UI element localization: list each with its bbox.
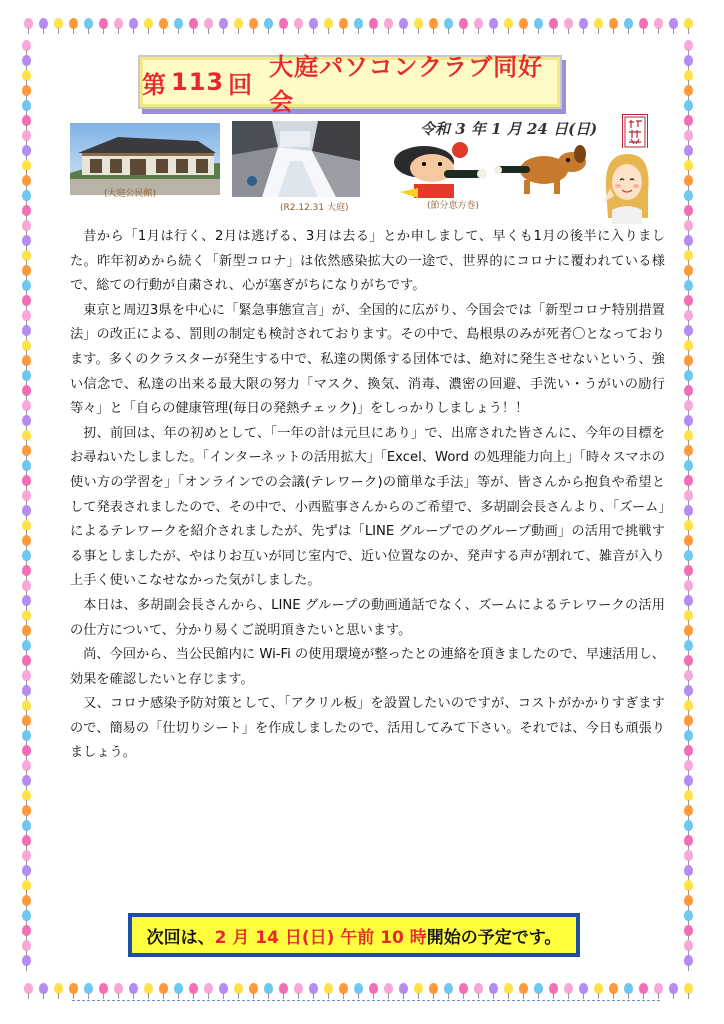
balloon-icon xyxy=(279,983,288,994)
balloon-border-top xyxy=(24,18,700,38)
balloon-icon xyxy=(204,18,213,29)
balloon-icon xyxy=(22,820,31,831)
next-datetime: 2 月 14 日(日) 午前 10 時 xyxy=(214,927,427,948)
balloon-icon xyxy=(684,340,693,351)
balloon-border-left xyxy=(22,40,42,980)
balloon-icon xyxy=(22,625,31,636)
balloon-icon xyxy=(22,730,31,741)
balloon-icon xyxy=(22,295,31,306)
balloon-icon xyxy=(684,505,693,516)
balloon-icon xyxy=(684,670,693,681)
balloon-icon xyxy=(684,595,693,606)
balloon-icon xyxy=(684,415,693,426)
balloon-icon xyxy=(22,370,31,381)
balloon-icon xyxy=(22,790,31,801)
balloon-icon xyxy=(624,983,633,994)
balloon-icon xyxy=(684,70,693,81)
balloon-icon xyxy=(22,655,31,666)
balloon-icon xyxy=(99,18,108,29)
balloon-icon xyxy=(684,325,693,336)
balloon-icon xyxy=(22,955,31,966)
balloon-icon xyxy=(624,18,633,29)
balloon-icon xyxy=(684,85,693,96)
balloon-icon xyxy=(339,18,348,29)
balloon-icon xyxy=(144,983,153,994)
balloon-icon xyxy=(429,983,438,994)
balloon-icon xyxy=(564,18,573,29)
balloon-icon xyxy=(414,18,423,29)
balloon-icon xyxy=(22,145,31,156)
balloon-border-right xyxy=(684,40,704,980)
balloon-icon xyxy=(684,925,693,936)
balloon-icon xyxy=(22,610,31,621)
balloon-icon xyxy=(684,730,693,741)
balloon-icon xyxy=(174,18,183,29)
balloon-icon xyxy=(114,983,123,994)
balloon-icon xyxy=(384,983,393,994)
balloon-icon xyxy=(22,895,31,906)
balloon-icon xyxy=(22,685,31,696)
balloon-icon xyxy=(22,130,31,141)
balloon-icon xyxy=(22,865,31,876)
balloon-icon xyxy=(22,340,31,351)
balloon-icon xyxy=(22,640,31,651)
balloon-icon xyxy=(684,700,693,711)
balloon-icon xyxy=(22,325,31,336)
balloon-icon xyxy=(684,355,693,366)
balloon-icon xyxy=(54,18,63,29)
balloon-icon xyxy=(22,100,31,111)
balloon-icon xyxy=(609,18,618,29)
balloon-icon xyxy=(354,983,363,994)
balloon-icon xyxy=(22,265,31,276)
balloon-icon xyxy=(22,775,31,786)
next-meeting-notice xyxy=(128,913,580,957)
balloon-icon xyxy=(684,790,693,801)
balloon-icon xyxy=(22,55,31,66)
title-prefix: 第 xyxy=(142,70,167,99)
balloon-icon xyxy=(22,235,31,246)
balloon-icon xyxy=(399,18,408,29)
balloon-icon xyxy=(354,18,363,29)
balloon-icon xyxy=(219,18,228,29)
balloon-icon xyxy=(684,490,693,501)
balloon-icon xyxy=(22,490,31,501)
ehomaki-cartoon xyxy=(384,140,594,202)
balloon-icon xyxy=(22,460,31,471)
balloon-icon xyxy=(22,115,31,126)
balloon-icon xyxy=(684,280,693,291)
balloon-icon xyxy=(639,18,648,29)
balloon-icon xyxy=(549,983,558,994)
balloon-icon xyxy=(459,983,468,994)
balloon-icon xyxy=(609,983,618,994)
paragraph: 本日は、多胡副会長さんから、LINE グループの動画通話でなく、ズームによるテレワークの活用の仕方について、分かり易くご説明頂きたいと思います。 xyxy=(70,597,665,638)
balloon-icon xyxy=(474,18,483,29)
balloon-icon xyxy=(22,385,31,396)
balloon-icon xyxy=(369,983,378,994)
community-hall-photo xyxy=(70,123,220,195)
balloon-icon xyxy=(234,983,243,994)
balloon-icon xyxy=(459,18,468,29)
balloon-icon xyxy=(22,745,31,756)
balloon-icon xyxy=(22,520,31,531)
balloon-icon xyxy=(429,18,438,29)
balloon-icon xyxy=(684,760,693,771)
balloon-icon xyxy=(684,55,693,66)
balloon-icon xyxy=(84,983,93,994)
paragraph: 東京と周辺3県を中心に「緊急事態宣言」が、全国的に広がり、今国会では「新型コロナ特別措置法」の改正による、罰則の制定も検討されております。その中で、島根県のみが死者〇となっております。多くのクラスターが発生する中で、私達の関係する団体では、絶対に発生させないという、強い信念で、私達の出来る最大限の努力「マスク、換気、消毒、濃密の回避、手洗い・うがいの励行等々」と「自らの健康管理(毎日の発熱チェック)」をしっかりしましょう！！ xyxy=(70,302,665,417)
balloon-icon xyxy=(684,580,693,591)
balloon-icon xyxy=(474,983,483,994)
balloon-icon xyxy=(684,40,693,51)
balloon-icon xyxy=(84,18,93,29)
paragraph: 昔から「1月は行く、2月は逃げる、3月は去る」とか申しまして、早くも1月の後半に入りました。昨年初めから続く「新型コロナ」は依然感染拡大の一途で、世界的にコロナに覆われている様で、総ての行動が自粛され、心が塞ぎがちになりがちです。 xyxy=(70,229,665,294)
balloon-icon xyxy=(594,18,603,29)
balloon-icon xyxy=(22,550,31,561)
balloon-icon xyxy=(489,18,498,29)
balloon-icon xyxy=(684,850,693,861)
balloon-icon xyxy=(654,983,663,994)
balloon-icon xyxy=(22,70,31,81)
paragraph: 扨、前回は、年の初めとして、「一年の計は元旦にあり」で、出席された皆さんに、今年の目標をお尋ねいたしました。「インターネットの活用拡大」「Excel、Word の処理能力向上」「時々スマホの使い方の学習を」「オンラインでの会議(テレワーク)の簡単な手法」等が、皆さんから抱負や希望として発表されましたので、その中で、小西監事さんからのご希望で、多胡副会長さんより、「ズーム」によるテレワークを紹介されましたが、先ずは「LINE グループでのグループ動画」の活用で挑戦する事としましたが、やはりお互いが同じ室内で、近い位置なのか、発声する声が割れて、雑音が入り上手く使いこなせなかった気がしました。 xyxy=(70,425,665,589)
title-counter: 回 xyxy=(228,70,254,99)
paragraph: 尚、今回から、当公民館内に Wi-Fi の使用環境が整ったとの連絡を頂きましたので、早速活用し、効果を確認したいと存じます。 xyxy=(70,647,665,687)
balloon-icon xyxy=(22,475,31,486)
balloon-icon xyxy=(414,983,423,994)
balloon-icon xyxy=(504,18,513,29)
balloon-icon xyxy=(384,18,393,29)
balloon-icon xyxy=(519,18,528,29)
balloon-icon xyxy=(22,400,31,411)
balloon-icon xyxy=(22,505,31,516)
balloon-icon xyxy=(22,670,31,681)
balloon-icon xyxy=(444,983,453,994)
balloon-icon xyxy=(22,190,31,201)
balloon-icon xyxy=(684,430,693,441)
balloon-icon xyxy=(534,983,543,994)
balloon-icon xyxy=(69,983,78,994)
balloon-icon xyxy=(159,983,168,994)
balloon-icon xyxy=(294,983,303,994)
balloon-icon xyxy=(54,983,63,994)
balloon-icon xyxy=(309,18,318,29)
balloon-icon xyxy=(684,685,693,696)
balloon-icon xyxy=(39,18,48,29)
balloon-icon xyxy=(684,880,693,891)
balloon-icon xyxy=(684,130,693,141)
balloon-icon xyxy=(69,18,78,29)
balloon-icon xyxy=(234,18,243,29)
girl-illustration xyxy=(596,148,658,224)
photo-caption-street: (R2.12.31 大庭) xyxy=(280,203,349,213)
balloon-icon xyxy=(534,18,543,29)
balloon-icon xyxy=(294,18,303,29)
balloon-icon xyxy=(39,983,48,994)
balloon-icon xyxy=(684,715,693,726)
footer-divider xyxy=(72,1000,660,1001)
balloon-icon xyxy=(399,983,408,994)
balloon-icon xyxy=(249,18,258,29)
snowy-street-photo xyxy=(232,121,360,197)
photo-caption-cartoon: (節分恵方巻) xyxy=(427,201,480,211)
balloon-icon xyxy=(684,565,693,576)
balloon-icon xyxy=(22,310,31,321)
balloon-icon xyxy=(24,983,33,994)
balloon-icon xyxy=(22,220,31,231)
balloon-icon xyxy=(159,18,168,29)
balloon-icon xyxy=(684,370,693,381)
balloon-icon xyxy=(22,85,31,96)
balloon-icon xyxy=(264,983,273,994)
balloon-icon xyxy=(22,280,31,291)
balloon-icon xyxy=(189,18,198,29)
balloon-icon xyxy=(684,100,693,111)
balloon-icon xyxy=(684,160,693,171)
balloon-icon xyxy=(684,940,693,951)
balloon-icon xyxy=(684,235,693,246)
balloon-icon xyxy=(219,983,228,994)
balloon-icon xyxy=(339,983,348,994)
balloon-icon xyxy=(684,820,693,831)
balloon-icon xyxy=(684,655,693,666)
balloon-icon xyxy=(324,18,333,29)
balloon-icon xyxy=(264,18,273,29)
balloon-icon xyxy=(549,18,558,29)
paragraph: 又、コロナ感染予防対策として、「アクリル板」を設置したいのですが、コストがかかりすぎますので、簡易の「仕切りシート」を作成しましたので、活用してみて下さい。それでは、今日も頑張りましょう。 xyxy=(70,696,665,761)
club-name: 大庭パソコンクラブ同好会 xyxy=(269,53,544,116)
balloon-icon xyxy=(684,295,693,306)
balloon-icon xyxy=(22,445,31,456)
balloon-icon xyxy=(369,18,378,29)
balloon-icon xyxy=(684,745,693,756)
balloon-icon xyxy=(22,430,31,441)
balloon-icon xyxy=(519,983,528,994)
balloon-icon xyxy=(99,983,108,994)
balloon-icon xyxy=(684,145,693,156)
balloon-icon xyxy=(22,850,31,861)
balloon-icon xyxy=(309,983,318,994)
balloon-icon xyxy=(684,190,693,201)
balloon-icon xyxy=(22,535,31,546)
balloon-icon xyxy=(684,445,693,456)
balloon-icon xyxy=(22,160,31,171)
balloon-icon xyxy=(444,18,453,29)
balloon-icon xyxy=(189,983,198,994)
balloon-icon xyxy=(684,625,693,636)
balloon-icon xyxy=(684,983,693,994)
balloon-icon xyxy=(684,385,693,396)
balloon-icon xyxy=(684,115,693,126)
balloon-icon xyxy=(22,565,31,576)
balloon-icon xyxy=(654,18,663,29)
balloon-icon xyxy=(684,550,693,561)
balloon-icon xyxy=(22,415,31,426)
balloon-icon xyxy=(684,205,693,216)
balloon-icon xyxy=(684,310,693,321)
balloon-icon xyxy=(684,535,693,546)
title-number: 113 xyxy=(171,68,225,96)
balloon-icon xyxy=(22,880,31,891)
balloon-icon xyxy=(684,18,693,29)
balloon-icon xyxy=(504,983,513,994)
balloon-icon xyxy=(579,983,588,994)
next-tail: 開始の予定です。 xyxy=(426,927,562,948)
balloon-icon xyxy=(22,250,31,261)
balloon-icon xyxy=(684,955,693,966)
balloon-icon xyxy=(684,175,693,186)
balloon-icon xyxy=(684,805,693,816)
balloon-icon xyxy=(22,715,31,726)
balloon-icon xyxy=(594,983,603,994)
balloon-icon xyxy=(22,595,31,606)
balloon-icon xyxy=(204,983,213,994)
balloon-icon xyxy=(684,250,693,261)
balloon-icon xyxy=(24,18,33,29)
balloon-icon xyxy=(22,355,31,366)
newsletter-title xyxy=(138,53,562,116)
balloon-icon xyxy=(684,400,693,411)
balloon-icon xyxy=(22,910,31,921)
balloon-icon xyxy=(684,910,693,921)
balloon-icon xyxy=(684,895,693,906)
balloon-icon xyxy=(114,18,123,29)
next-lead: 次回は、 xyxy=(146,927,215,948)
balloon-icon xyxy=(22,805,31,816)
balloon-icon xyxy=(564,983,573,994)
balloon-icon xyxy=(22,700,31,711)
balloon-icon xyxy=(22,760,31,771)
balloon-icon xyxy=(639,983,648,994)
balloon-icon xyxy=(144,18,153,29)
balloon-icon xyxy=(669,18,678,29)
balloon-icon xyxy=(579,18,588,29)
balloon-icon xyxy=(174,983,183,994)
photo-caption-hall: (大庭公民館) xyxy=(104,189,157,199)
balloon-icon xyxy=(129,983,138,994)
balloon-icon xyxy=(22,580,31,591)
balloon-icon xyxy=(684,265,693,276)
balloon-icon xyxy=(684,610,693,621)
balloon-icon xyxy=(684,475,693,486)
balloon-icon xyxy=(22,925,31,936)
balloon-icon xyxy=(22,205,31,216)
balloon-icon xyxy=(22,940,31,951)
balloon-icon xyxy=(684,220,693,231)
balloon-icon xyxy=(684,520,693,531)
seal-stamp-icon xyxy=(622,114,648,150)
balloon-icon xyxy=(684,460,693,471)
balloon-icon xyxy=(249,983,258,994)
issue-date: 令和 3 年 1 月 24 日(日) xyxy=(420,120,598,138)
balloon-icon xyxy=(129,18,138,29)
balloon-icon xyxy=(22,175,31,186)
balloon-icon xyxy=(324,983,333,994)
balloon-icon xyxy=(684,835,693,846)
balloon-icon xyxy=(489,983,498,994)
balloon-icon xyxy=(669,983,678,994)
balloon-icon xyxy=(279,18,288,29)
balloon-icon xyxy=(684,640,693,651)
balloon-icon xyxy=(22,40,31,51)
balloon-icon xyxy=(684,775,693,786)
article-body xyxy=(70,225,665,766)
balloon-icon xyxy=(684,865,693,876)
balloon-icon xyxy=(22,835,31,846)
